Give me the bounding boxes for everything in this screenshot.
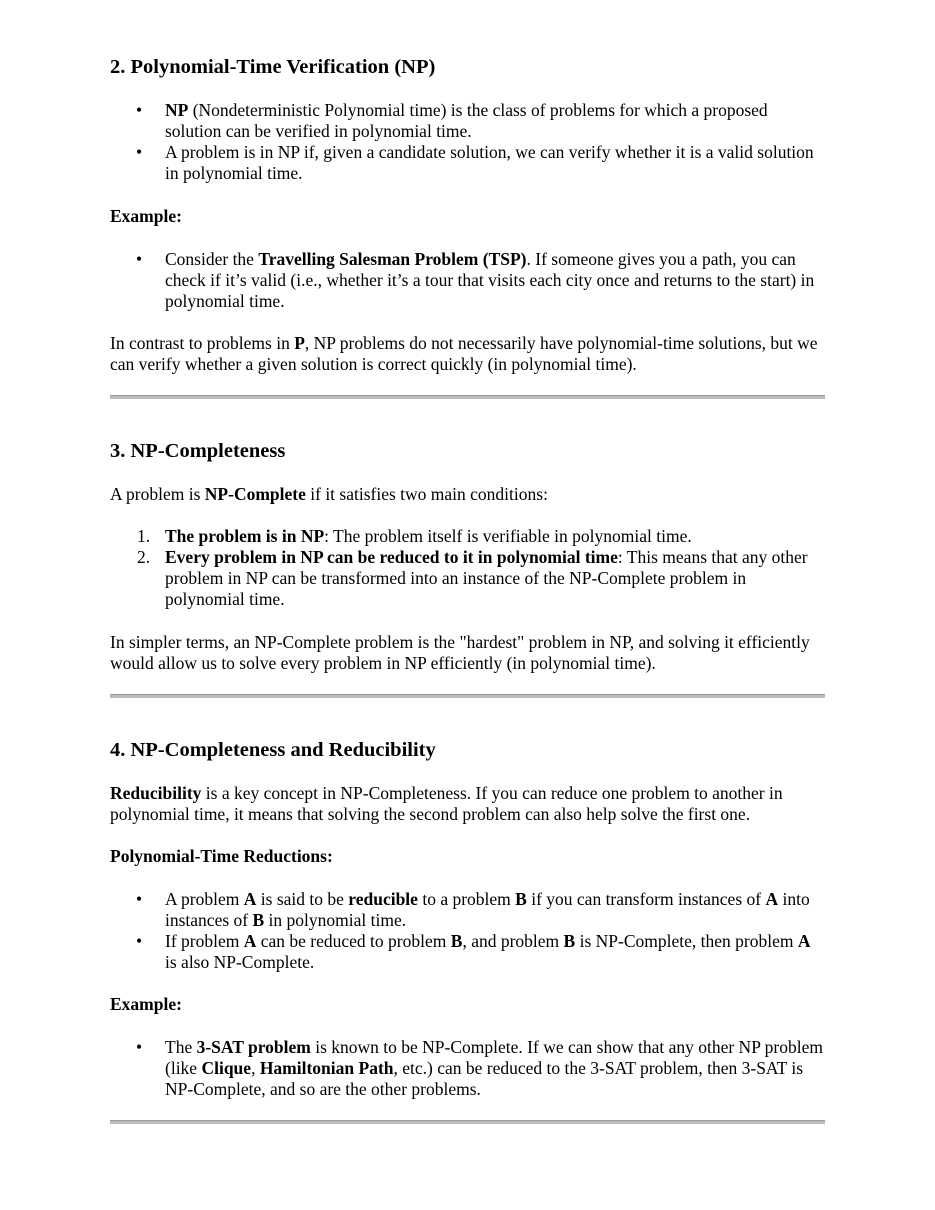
np-definition-text: (Nondeterministic Polynomial time) is the class of problems for which a proposed solution can be verified in polynomial time. xyxy=(165,100,768,141)
np-complete-summary: In simpler terms, an NP-Complete problem is the "hardest" problem in NP, and solving it efficiently would allow us to solve every problem in NP efficiently (in polynomial time). xyxy=(110,632,810,673)
list-number: 2. xyxy=(137,547,151,567)
bullet-icon: • xyxy=(136,889,143,909)
section-divider xyxy=(110,395,825,399)
term: B xyxy=(252,910,265,930)
section-heading-reducibility: 4. NP-Completeness and Reducibility xyxy=(110,739,436,761)
section-heading-np: 2. Polynomial-Time Verification (NP) xyxy=(110,56,436,78)
condition-title: Every problem in NP can be reduced to it in polynomial time xyxy=(165,547,618,567)
term: A xyxy=(243,931,257,951)
condition-text: : This means that any other problem in NP can be transformed into an instance of the NP-Complete problem in polynomial time. xyxy=(165,547,808,609)
tsp-example-text: . If someone gives you a path, you can check if it’s valid (i.e., whether it’s a tour that visits each city once and returns to the start) in polynomial time. xyxy=(165,249,815,311)
text: is known to be NP-Complete. If we can show that any other NP problem (like xyxy=(165,1037,823,1078)
example-label: Example: xyxy=(110,206,182,226)
paragraph-text: A problem is xyxy=(110,484,205,504)
reducibility-intro xyxy=(110,783,826,825)
text: if you can transform instances of xyxy=(526,889,766,909)
list-number: 1. xyxy=(137,526,151,546)
text: , etc.) can be reduced to the 3-SAT problem, then 3-SAT is NP-Complete, and so are the other problems. xyxy=(165,1058,804,1099)
paragraph-text: In contrast to problems in xyxy=(110,333,295,353)
section-divider xyxy=(110,1120,825,1124)
np-contrast-paragraph xyxy=(110,333,826,375)
list-item xyxy=(110,547,826,610)
p-term: P xyxy=(294,333,305,353)
tsp-term: Travelling Salesman Problem (TSP) xyxy=(258,249,527,269)
3sat-example-list xyxy=(110,1037,826,1100)
tsp-example-list xyxy=(110,249,826,312)
list-item xyxy=(110,889,826,931)
text: is said to be xyxy=(256,889,349,909)
example-label: Example: xyxy=(110,994,182,1014)
list-item xyxy=(110,249,826,312)
term: A xyxy=(797,931,811,951)
text: , and problem xyxy=(462,931,564,951)
text: A problem xyxy=(165,889,244,909)
np-complete-intro xyxy=(110,484,826,505)
bullet-icon: • xyxy=(136,249,143,269)
term: Hamiltonian Path xyxy=(259,1058,394,1078)
np-complete-term: NP-Complete xyxy=(204,484,306,504)
bullet-icon: • xyxy=(136,1037,143,1057)
term: 3-SAT problem xyxy=(196,1037,311,1057)
text: in polynomial time. xyxy=(264,910,407,930)
term: Clique xyxy=(201,1058,252,1078)
paragraph-text: if it satisfies two main conditions: xyxy=(305,484,548,504)
reductions-label: Polynomial-Time Reductions: xyxy=(110,846,333,866)
condition-title: The problem is in NP xyxy=(165,526,325,546)
text: If problem xyxy=(165,931,244,951)
list-item xyxy=(110,1037,826,1100)
section-heading-np-completeness: 3. NP-Completeness xyxy=(110,440,286,462)
paragraph-text: , NP problems do not necessarily have polynomial-time solutions, but we can verify whether a given solution is correct quickly (in polynomial time). xyxy=(110,333,818,374)
reducibility-term: Reducibility xyxy=(110,783,202,803)
paragraph-text: is a key concept in NP-Completeness. If you can reduce one problem to another in polynomial time, it means that solving the second problem can also help solve the first one. xyxy=(110,783,783,824)
list-item xyxy=(110,100,826,142)
tsp-example-text: Consider the xyxy=(165,249,259,269)
term: B xyxy=(450,931,463,951)
np-term: NP xyxy=(165,100,189,120)
text: is NP-Complete, then problem xyxy=(575,931,798,951)
bullet-icon: • xyxy=(136,931,143,951)
list-item xyxy=(110,931,826,973)
text: is also NP-Complete. xyxy=(165,952,315,972)
np-complete-conditions xyxy=(110,526,826,610)
text: , xyxy=(251,1058,260,1078)
np-membership-text: A problem is in NP if, given a candidate solution, we can verify whether it is a valid solution in polynomial time. xyxy=(165,142,814,183)
section-divider xyxy=(110,694,825,698)
list-item xyxy=(110,142,826,184)
term: A xyxy=(243,889,257,909)
term: B xyxy=(563,931,576,951)
text: to a problem xyxy=(417,889,516,909)
list-item xyxy=(110,526,826,547)
np-definition-list xyxy=(110,100,826,184)
term: B xyxy=(515,889,527,909)
text: The xyxy=(165,1037,197,1057)
term: A xyxy=(765,889,779,909)
text: into instances of xyxy=(165,889,810,930)
bullet-icon: • xyxy=(136,100,143,120)
condition-text: : The problem itself is verifiable in polynomial time. xyxy=(324,526,692,546)
term: reducible xyxy=(348,889,418,909)
text: can be reduced to problem xyxy=(256,931,451,951)
reductions-list xyxy=(110,889,826,973)
bullet-icon: • xyxy=(136,142,143,162)
